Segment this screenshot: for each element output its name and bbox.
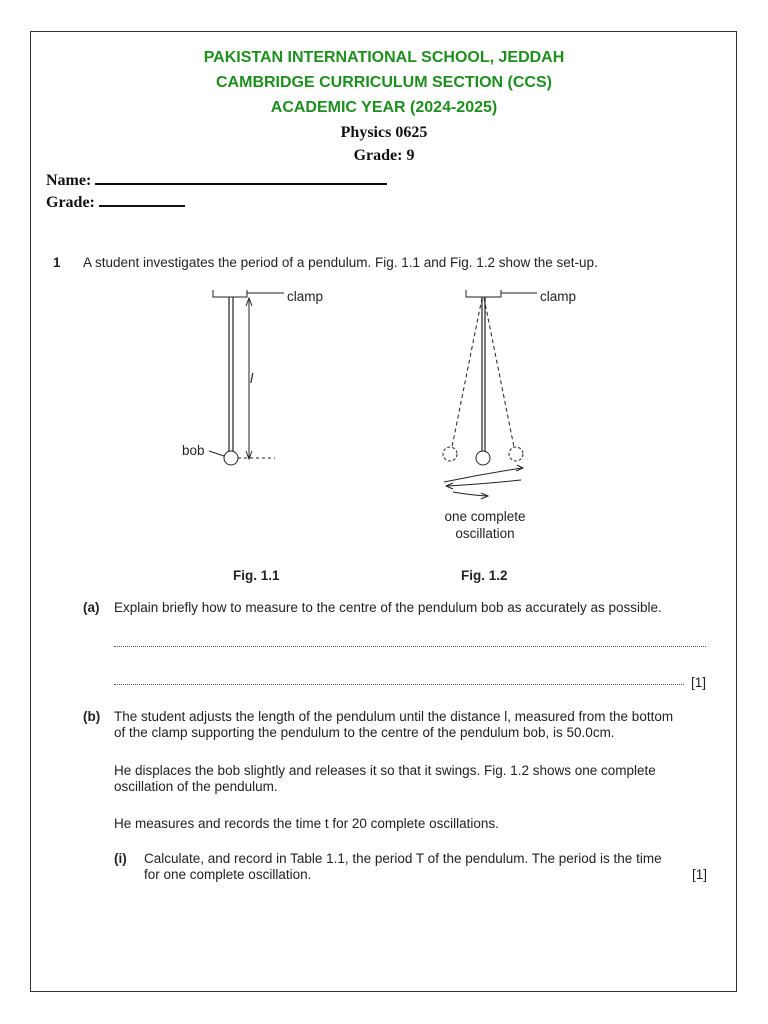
school-name: PAKISTAN INTERNATIONAL SCHOOL, JEDDAH [203, 49, 565, 66]
fig-1-2-diagram [443, 290, 537, 499]
fig2-bob-centre [476, 451, 490, 465]
fig2-label-line1: one complete [444, 509, 526, 524]
part-b-label: (b) [83, 709, 101, 724]
fig2-string-left [452, 298, 482, 447]
part-a-marks: [1] [691, 675, 707, 690]
fig1-bob-label: bob [182, 443, 205, 458]
fig2-swing-arrow-1 [444, 468, 522, 482]
fig1-bob-pointer [209, 451, 224, 456]
fig2-clamp-shape [466, 290, 501, 297]
part-b-i-label: (i) [114, 851, 127, 866]
grade-title: Grade: 9 [353, 147, 415, 164]
part-a-answer-line-1[interactable] [114, 646, 706, 647]
fig1-caption: Fig. 1.1 [233, 568, 280, 583]
part-b-para1-line1: The student adjusts the length of the pendulum until the distance l, measured from the bottom [114, 709, 674, 724]
fig1-length-symbol: l [250, 370, 254, 386]
subject-title: Physics 0625 [340, 124, 428, 141]
academic-year: ACADEMIC YEAR (2024-2025) [270, 99, 498, 116]
fig2-swing-arrow-2 [447, 480, 521, 486]
fig1-clamp-label: clamp [287, 289, 324, 304]
fig2-caption: Fig. 1.2 [461, 568, 508, 583]
part-a-label: (a) [83, 600, 100, 615]
part-b-para2-line1: He displaces the bob slightly and releases it so that it swings. Fig. 1.2 shows one complete [114, 763, 656, 778]
part-b-i-line2: for one complete oscillation. [144, 867, 312, 882]
part-b-para1-line2: of the clamp supporting the pendulum to the centre of the pendulum bob, is 50.0cm. [114, 725, 615, 740]
fig2-string-right [484, 298, 514, 447]
fig2-swing-arrow-3 [453, 492, 487, 496]
section-name: CAMBRIDGE CURRICULUM SECTION (CCS) [216, 74, 552, 91]
fig2-clamp-label: clamp [540, 289, 577, 304]
grade-label: Grade: [46, 194, 95, 211]
fig2-bob-left [443, 447, 457, 461]
part-a-answer-line-2[interactable] [114, 684, 684, 685]
part-b-para3: He measures and records the time t for 20 complete oscillations. [114, 816, 499, 831]
fig2-bob-right [509, 447, 523, 461]
part-a-question: Explain briefly how to measure to the centre of the pendulum bob as accurately as possible. [114, 600, 662, 615]
question-intro: A student investigates the period of a pendulum. Fig. 1.1 and Fig. 1.2 show the set-up. [83, 255, 598, 270]
fig-1-1-diagram [209, 290, 284, 465]
name-label: Name: [46, 172, 92, 189]
fig2-label-line2: oscillation [455, 526, 515, 541]
fig1-clamp-shape [213, 290, 247, 297]
fig1-bob [224, 451, 238, 465]
question-number: 1 [53, 255, 61, 270]
part-b-para2-line2: oscillation of the pendulum. [114, 779, 278, 794]
part-b-i-marks: [1] [692, 867, 708, 882]
part-b-i-line1: Calculate, and record in Table 1.1, the period T of the pendulum. The period is the time [144, 851, 662, 866]
